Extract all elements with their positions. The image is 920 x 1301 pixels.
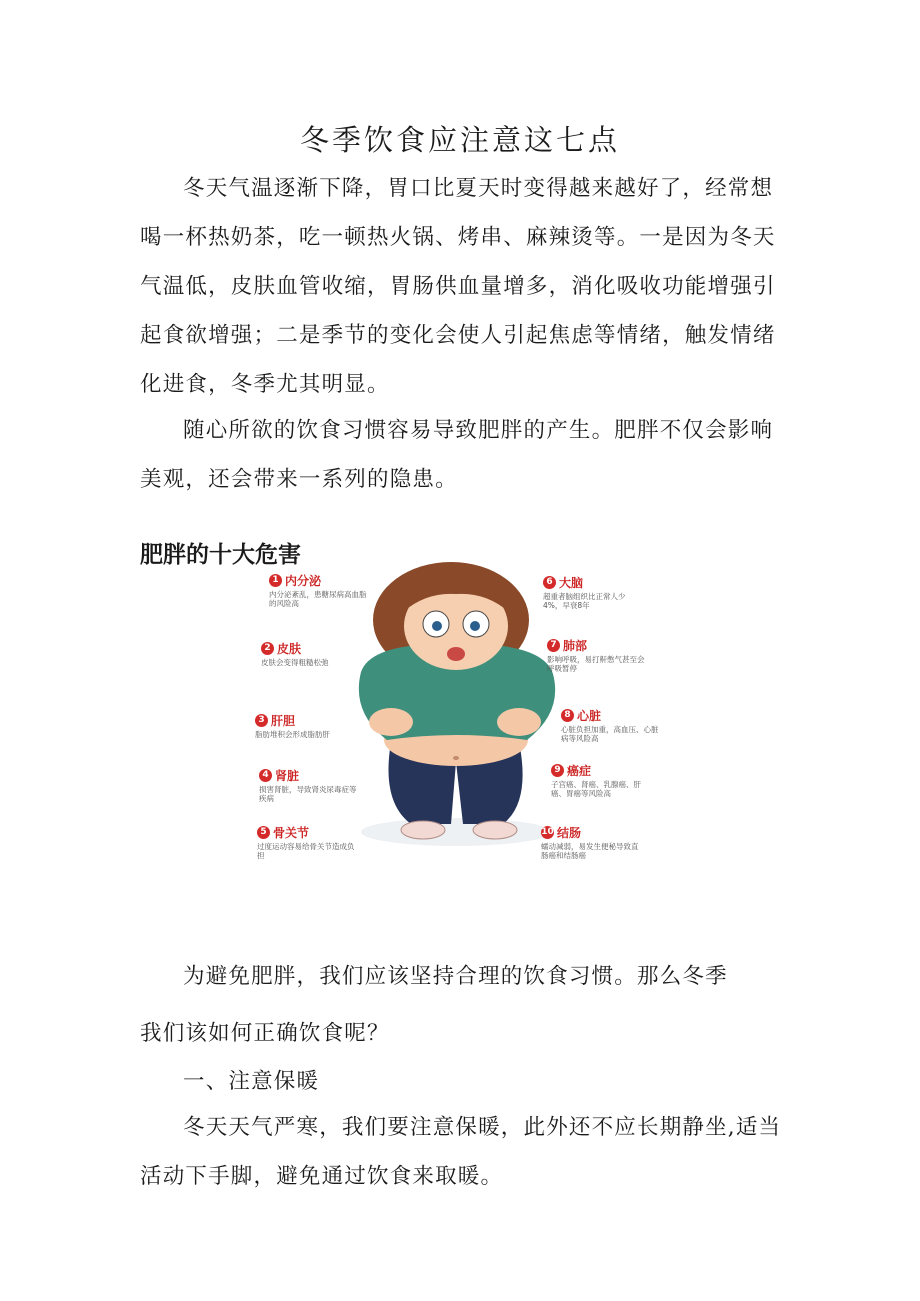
paragraph-line: 为避免肥胖，我们应该坚持合理的饮食习惯。那么冬季: [183, 964, 728, 989]
hazard-item: 8 心脏 心脏负担加重，高血压、心脏病等风险高: [561, 709, 659, 743]
body-paragraph-4: 冬天天气严寒，我们要注意保暖，此外还不应长期静坐,适当活动下手脚，避免通过饮食来取暖。: [140, 1115, 782, 1189]
section-heading: 肥胖的十大危害: [140, 542, 301, 568]
hazard-item: 10 结肠 蠕动减弱，易发生便秘导致直肠癌和结肠癌: [541, 826, 639, 860]
body-paragraph-3: [140, 952, 785, 1058]
hazard-item: 4 肾脏 损害肾脏，导致肾炎尿毒症等疾病: [259, 769, 357, 803]
intro-paragraph-2: 随心所欲的饮食习惯容易导致肥胖的产生。肥胖不仅会影响美观，还会带来一系列的隐患。: [140, 418, 774, 492]
obesity-infographic: [251, 562, 669, 882]
hazard-item: 9 癌症 子宫癌、肾癌、乳腺癌、肝癌、胃癌等风险高: [551, 764, 641, 798]
hazard-item: 6 大脑 超重者脑组织比正常人少4%，早衰8年: [543, 576, 626, 610]
paragraph-line: 我们该如何正确饮食呢？: [140, 1021, 390, 1046]
hazard-item: 1 内分泌 内分泌紊乱，患糖尿病高血脂的风险高: [269, 574, 367, 608]
subheading-keep-warm: 一、注意保暖: [183, 1069, 320, 1094]
hazard-item: 5 骨关节 过度运动容易给骨关节造成负担: [257, 826, 355, 860]
intro-paragraph-1: 冬天气温逐渐下降，胃口比夏天时变得越来越好了，经常想喝一杯热奶茶，吃一顿热火锅、烤串、麻辣烫等。一是因为冬天气温低，皮肤血管收缩，胃肠供血量增多，消化吸收功能增强引起食欲增强；二是季节的变化会使人引起焦虑等情绪，触发情绪化进食，冬季尤其明显。: [140, 176, 776, 397]
hazard-item: 2 皮肤 皮肤会变得粗糙松弛: [261, 642, 329, 667]
hazard-item: 3 肝胆 脂肪堆积会形成脂肪肝: [255, 714, 330, 739]
page-title: 冬季饮食应注意这七点: [299, 123, 620, 157]
hazard-item: 7 肺部 影响呼吸，易打鼾憋气甚至会呼吸暂停: [547, 639, 645, 673]
